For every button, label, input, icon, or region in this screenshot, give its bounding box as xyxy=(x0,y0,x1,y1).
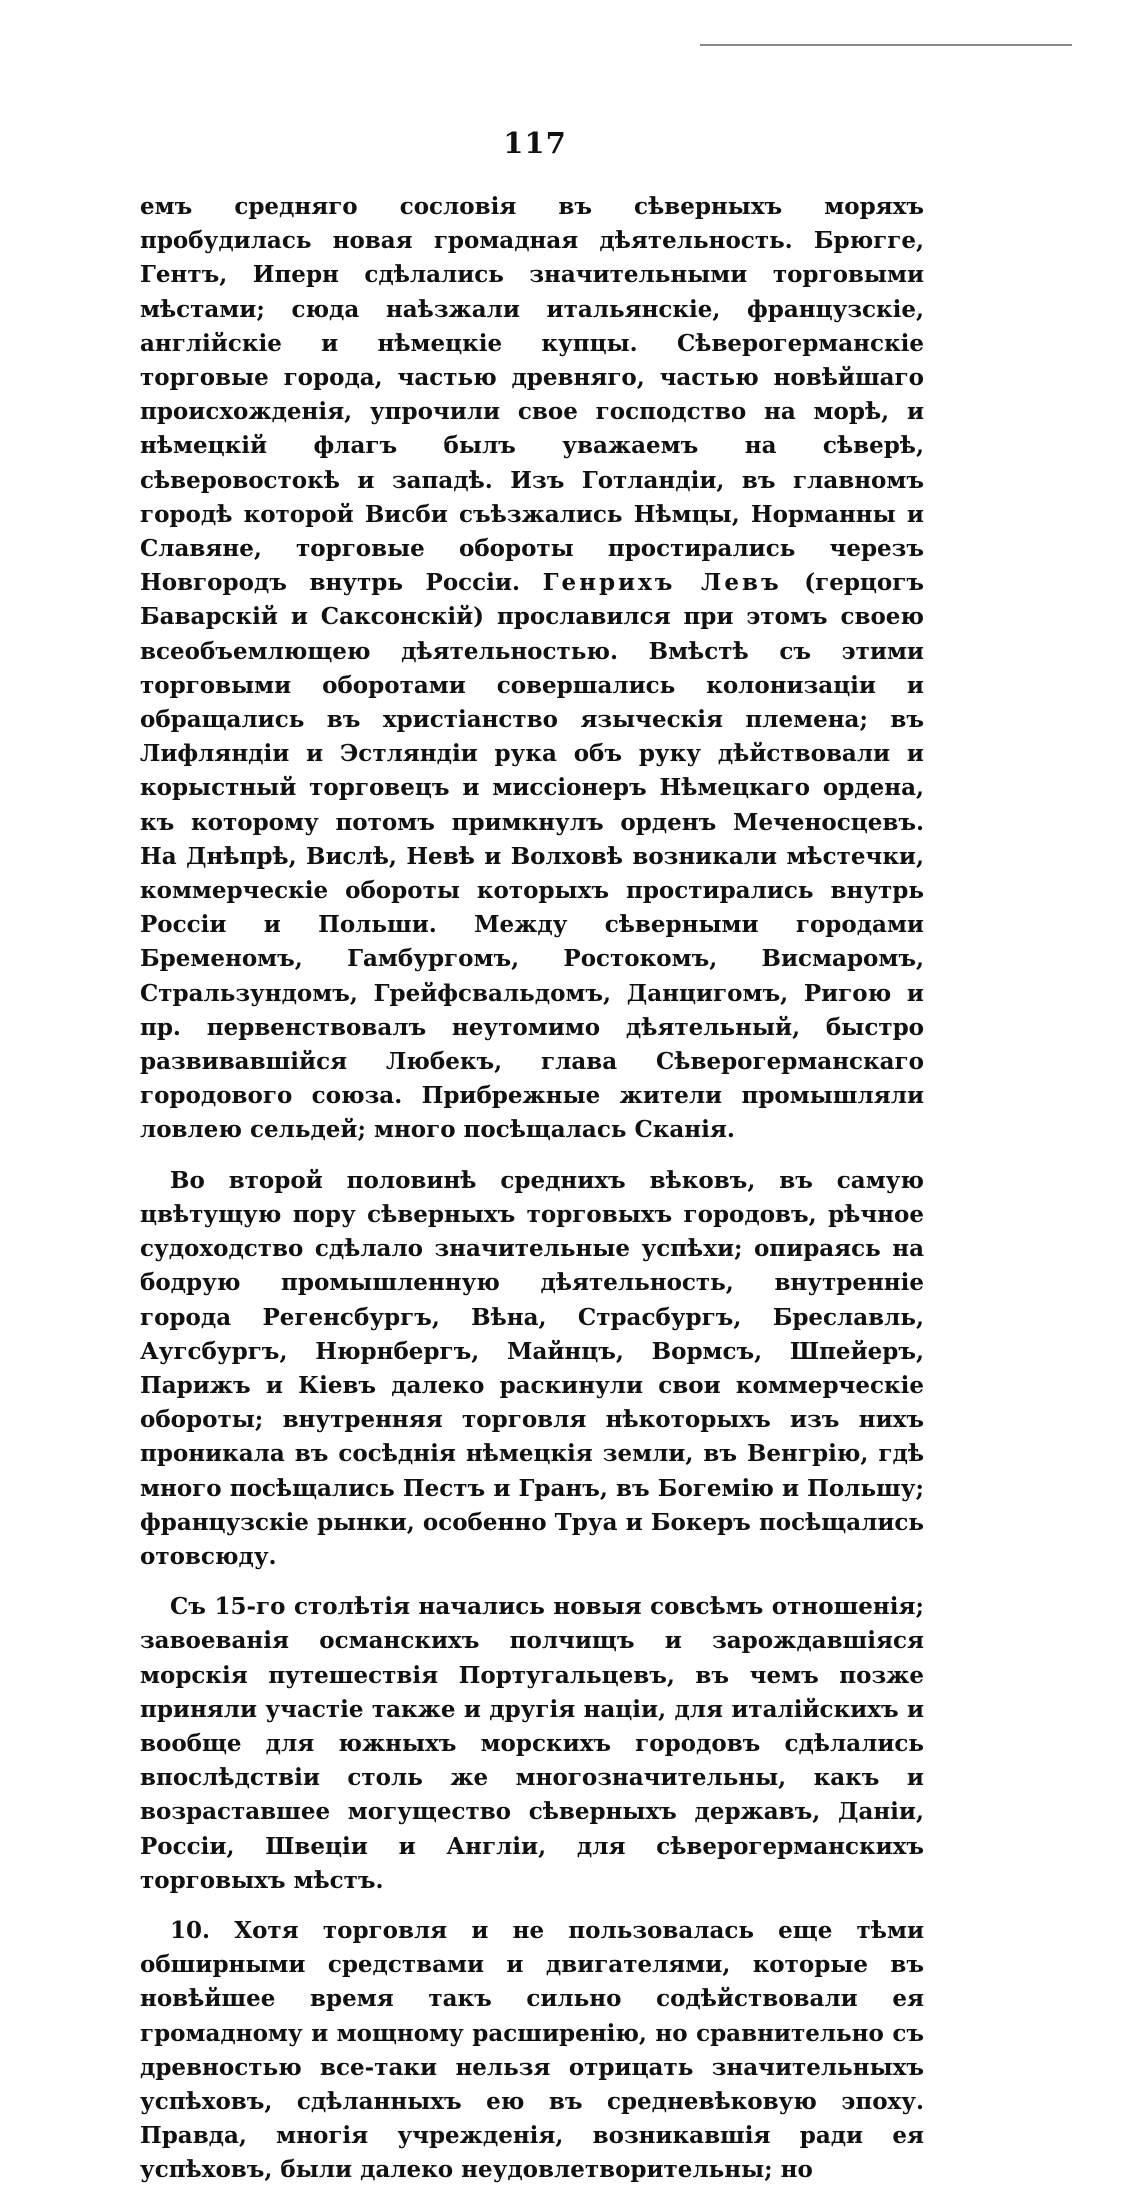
paragraph-2: Во второй половинѣ среднихъ вѣковъ, въ самую цвѣтущую пору сѣверныхъ торговыхъ городовъ, рѣчное судоходство сдѣлало значительные успѣхи; опираясь на бодрую промышленную дѣятельность, внутренніе города Регенсбургъ, Вѣна, Страсбургъ, Бреславль, Аугсбургъ, Нюрнбергъ, Майнцъ, Вормсъ, Шпейеръ, Парижъ и Кіевъ далеко раскинули свои коммерческіе обороты; внутренняя торговля нѣкоторыхъ изъ нихъ проникала въ сосѣднія нѣмецкія земли, въ Венгрію, гдѣ много посѣщались Пестъ и Гранъ, въ Богемію и Польшу; французскіе рынки, особенно Труа и Бокеръ посѣщались отовсюду. xyxy=(140,1166,924,1570)
spaced-name-henry-the-lion: Генрихъ Левъ xyxy=(542,569,782,597)
page-body xyxy=(140,190,924,2204)
paragraph-1-text-b: (герцогъ Баварскій и Саксонскій) прославился при этомъ своею всеобъемлющею дѣятельностью. Вмѣстѣ съ этими торговыми оборотами совершались колонизаціи и обращались въ христіанство языческія племена; въ Лифляндіи и Эстляндіи рука объ руку дѣйствовали и корыстный торговецъ и миссіонеръ Нѣмецкаго ордена, къ которому потомъ примкнулъ орденъ Меченосцевъ. На Днѣпрѣ, Вислѣ, Невѣ и Волховѣ возникали мѣстечки, коммерческіе обороты которыхъ простирались внутрь Россіи и Польши. Между сѣверными городами Бременомъ, Гамбургомъ, Ростокомъ, Висмаромъ, Стральзундомъ, Грейфсвальдомъ, Данцигомъ, Ригою и пр. первенствовалъ неутомимо дѣятельный, быстро развивавшійся Любекъ, глава Сѣверогерманскаго городового союза. Прибрежные жители промышляли ловлею сельдей; много посѣщалась Сканія. xyxy=(140,569,924,1144)
paragraph-3: Съ 15-го столѣтія начались новыя совсѣмъ отношенія; завоеванія османскихъ полчищъ и зарождавшіяся морскія путешествія Португальцевъ, въ чемъ позже приняли участіе также и другія націи, для италійскихъ и вообще для южныхъ морскихъ городовъ сдѣлались впослѣдствіи столь же многозначительны, какъ и возраставшее могущество сѣверныхъ державъ, Даніи, Россіи, Швеціи и Англіи, для сѣверогерманскихъ торговыхъ мѣстъ. xyxy=(140,1593,924,1894)
top-rule xyxy=(700,44,1072,46)
page-number: 117 xyxy=(503,126,567,160)
paragraph-4: 10. Хотя торговля и не пользовалась еще тѣми обширными средствами и двигателями, которые въ новѣйшее время такъ сильно содѣйствовали ея громадному и мощному расширенію, но сравнительно съ древностью все-таки нельзя отрицать значительныхъ успѣховъ, сдѣланныхъ ею въ средневѣковую эпоху. Правда, многія учрежденія, возникавшія ради ея успѣховъ, были далеко неудовлетворительны; но xyxy=(140,1916,924,2184)
paragraph-1-text-a: емъ средняго сословія въ сѣверныхъ моряхъ пробудилась новая громадная дѣятельность. Брюгге, Гентъ, Иперн сдѣлались значительными торговыми мѣстами; сюда наѣзжали итальянскіе, французскіе, англійскіе и нѣмецкіе купцы. Сѣверогерманскіе торговые города, частью древняго, частью новѣйшаго происхожденія, упрочили свое господство на морѣ, и нѣмецкій флагъ былъ уважаемъ на сѣверѣ, сѣверовостокѣ и западѣ. Изъ Готландіи, въ главномъ городѣ которой Висби съѣзжались Нѣмцы, Норманны и Славяне, торговые обороты простирались черезъ Новгородъ внутрь Россіи. xyxy=(140,193,924,597)
paragraph-1 xyxy=(140,190,924,1148)
